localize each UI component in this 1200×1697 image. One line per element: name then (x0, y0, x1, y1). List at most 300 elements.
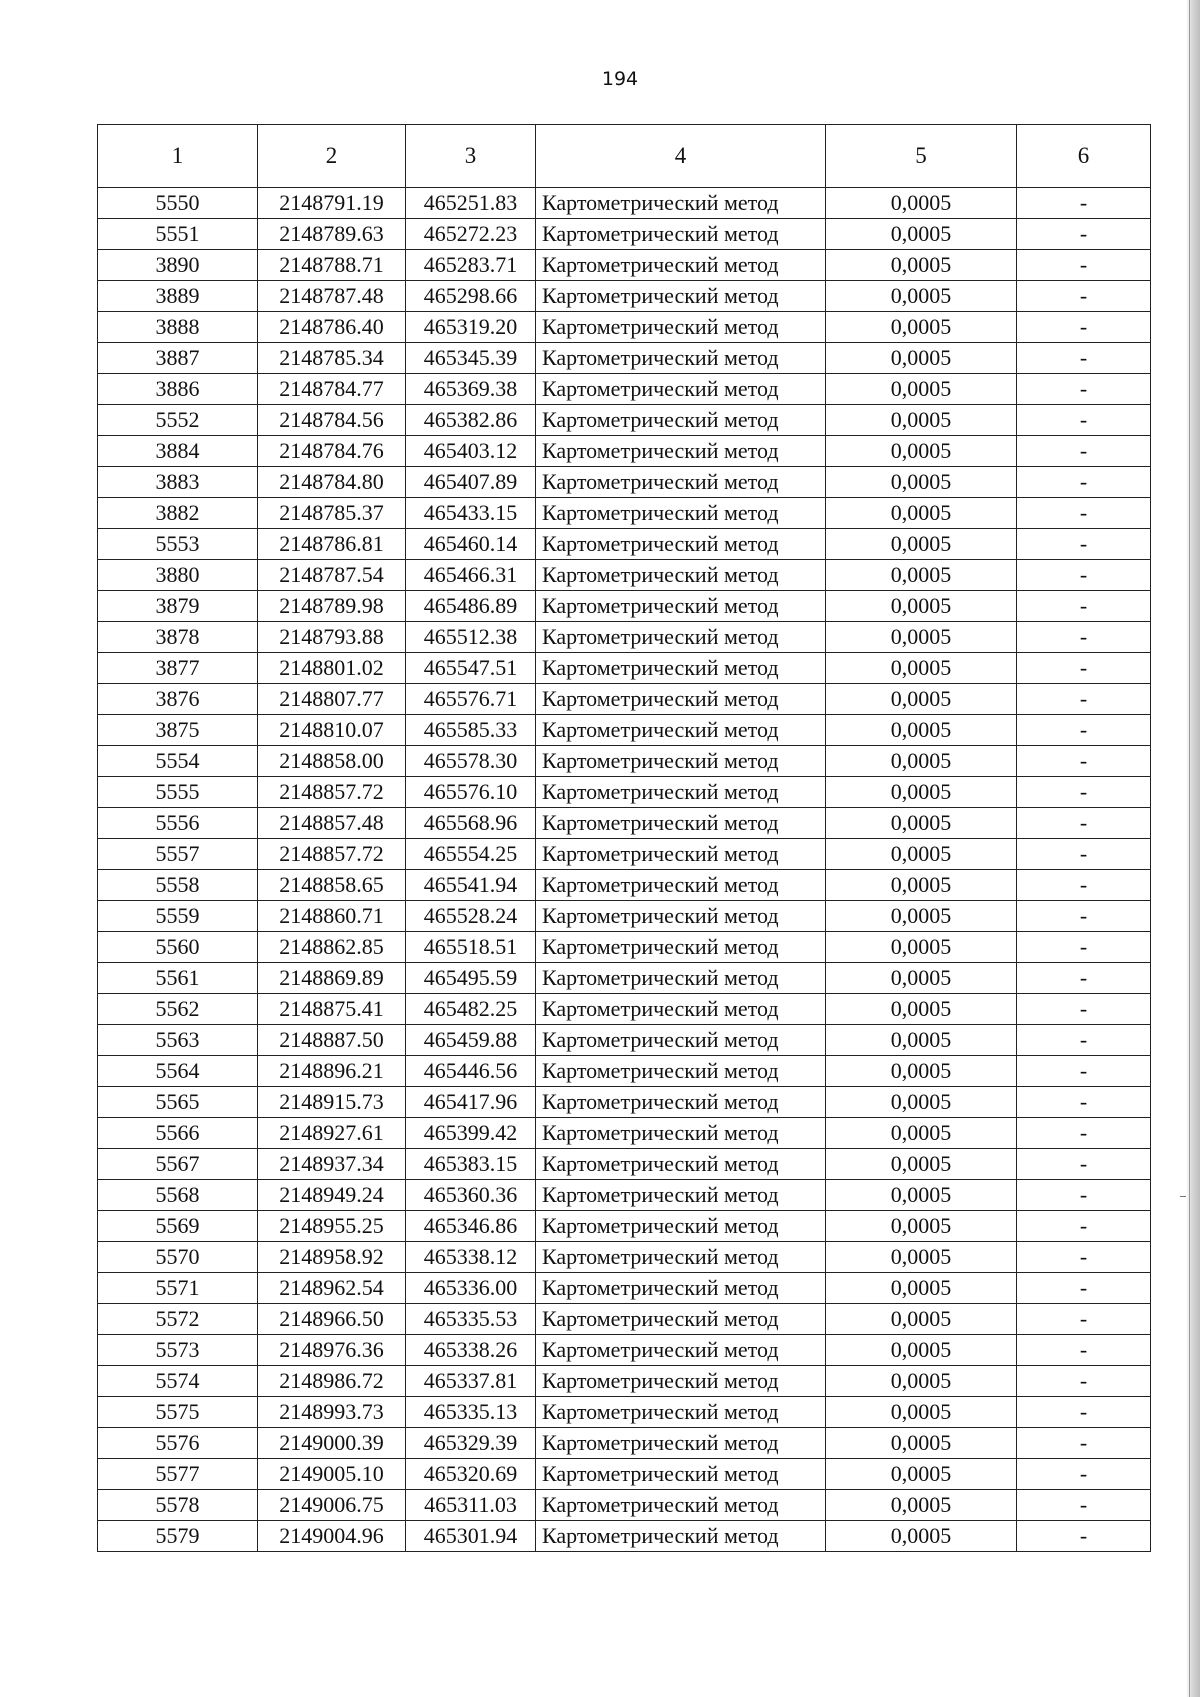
coordinate-x-cell: 2148810.07 (258, 715, 406, 746)
page-number: 194 (601, 68, 639, 90)
coordinate-x-cell: 2148949.24 (258, 1180, 406, 1211)
coordinate-x-cell: 2148937.34 (258, 1149, 406, 1180)
coordinate-y-cell: 465512.38 (406, 622, 536, 653)
point-number-cell: 5567 (98, 1149, 258, 1180)
point-number-cell: 5556 (98, 808, 258, 839)
column-header-5: 5 (826, 125, 1017, 188)
point-number-cell: 5571 (98, 1273, 258, 1304)
coordinate-y-cell: 465335.53 (406, 1304, 536, 1335)
method-cell: Картометрический метод (536, 622, 826, 653)
accuracy-cell: 0,0005 (826, 405, 1017, 436)
coordinate-y-cell: 465578.30 (406, 746, 536, 777)
point-number-cell: 3877 (98, 653, 258, 684)
note-cell: - (1017, 374, 1151, 405)
point-number-cell: 5572 (98, 1304, 258, 1335)
method-cell: Картометрический метод (536, 1366, 826, 1397)
note-cell: - (1017, 281, 1151, 312)
coordinate-x-cell: 2148785.34 (258, 343, 406, 374)
point-number-cell: 3888 (98, 312, 258, 343)
table-row (98, 436, 1151, 467)
table-row (98, 1211, 1151, 1242)
accuracy-cell: 0,0005 (826, 312, 1017, 343)
coordinate-y-cell: 465336.00 (406, 1273, 536, 1304)
method-cell: Картометрический метод (536, 1149, 826, 1180)
scan-edge-line (1189, 0, 1190, 1697)
table-row (98, 1459, 1151, 1490)
table-row (98, 188, 1151, 219)
table-row (98, 1273, 1151, 1304)
accuracy-cell: 0,0005 (826, 1304, 1017, 1335)
method-cell: Картометрический метод (536, 808, 826, 839)
coordinate-x-cell: 2149004.96 (258, 1521, 406, 1552)
coordinate-y-cell: 465251.83 (406, 188, 536, 219)
coordinate-x-cell: 2148786.40 (258, 312, 406, 343)
table-row (98, 1335, 1151, 1366)
note-cell: - (1017, 1025, 1151, 1056)
coordinate-x-cell: 2148857.48 (258, 808, 406, 839)
accuracy-cell: 0,0005 (826, 622, 1017, 653)
accuracy-cell: 0,0005 (826, 1087, 1017, 1118)
coordinate-y-cell: 465319.20 (406, 312, 536, 343)
note-cell: - (1017, 963, 1151, 994)
note-cell: - (1017, 250, 1151, 281)
note-cell: - (1017, 1087, 1151, 1118)
point-number-cell: 5575 (98, 1397, 258, 1428)
note-cell: - (1017, 839, 1151, 870)
method-cell: Картометрический метод (536, 529, 826, 560)
accuracy-cell: 0,0005 (826, 1366, 1017, 1397)
note-cell: - (1017, 777, 1151, 808)
accuracy-cell: 0,0005 (826, 901, 1017, 932)
coordinate-x-cell: 2148887.50 (258, 1025, 406, 1056)
coordinate-y-cell: 465459.88 (406, 1025, 536, 1056)
coordinate-y-cell: 465369.38 (406, 374, 536, 405)
accuracy-cell: 0,0005 (826, 870, 1017, 901)
accuracy-cell: 0,0005 (826, 343, 1017, 374)
column-header-2: 2 (258, 125, 406, 188)
table-row (98, 1118, 1151, 1149)
point-number-cell: 5578 (98, 1490, 258, 1521)
coordinate-y-cell: 465382.86 (406, 405, 536, 436)
note-cell: - (1017, 1304, 1151, 1335)
coordinate-x-cell: 2148807.77 (258, 684, 406, 715)
coordinate-y-cell: 465466.31 (406, 560, 536, 591)
method-cell: Картометрический метод (536, 374, 826, 405)
accuracy-cell: 0,0005 (826, 1459, 1017, 1490)
note-cell: - (1017, 746, 1151, 777)
accuracy-cell: 0,0005 (826, 1428, 1017, 1459)
coordinate-y-cell: 465298.66 (406, 281, 536, 312)
note-cell: - (1017, 1366, 1151, 1397)
point-number-cell: 5566 (98, 1118, 258, 1149)
method-cell: Картометрический метод (536, 1397, 826, 1428)
coordinate-x-cell: 2148966.50 (258, 1304, 406, 1335)
point-number-cell: 3882 (98, 498, 258, 529)
accuracy-cell: 0,0005 (826, 653, 1017, 684)
note-cell: - (1017, 1521, 1151, 1552)
point-number-cell: 5577 (98, 1459, 258, 1490)
coordinate-x-cell: 2148858.00 (258, 746, 406, 777)
accuracy-cell: 0,0005 (826, 250, 1017, 281)
note-cell: - (1017, 1273, 1151, 1304)
coordinate-y-cell: 465329.39 (406, 1428, 536, 1459)
column-header-6: 6 (1017, 125, 1151, 188)
table-row (98, 219, 1151, 250)
point-number-cell: 3878 (98, 622, 258, 653)
method-cell: Картометрический метод (536, 1211, 826, 1242)
coordinate-x-cell: 2148787.54 (258, 560, 406, 591)
point-number-cell: 3875 (98, 715, 258, 746)
method-cell: Картометрический метод (536, 1335, 826, 1366)
method-cell: Картометрический метод (536, 436, 826, 467)
coordinate-x-cell: 2148860.71 (258, 901, 406, 932)
point-number-cell: 5562 (98, 994, 258, 1025)
accuracy-cell: 0,0005 (826, 715, 1017, 746)
note-cell: - (1017, 715, 1151, 746)
column-header-3: 3 (406, 125, 536, 188)
accuracy-cell: 0,0005 (826, 560, 1017, 591)
note-cell: - (1017, 529, 1151, 560)
note-cell: - (1017, 219, 1151, 250)
coordinate-x-cell: 2148993.73 (258, 1397, 406, 1428)
table-row (98, 1180, 1151, 1211)
coordinate-y-cell: 465576.71 (406, 684, 536, 715)
coordinate-x-cell: 2148789.98 (258, 591, 406, 622)
accuracy-cell: 0,0005 (826, 994, 1017, 1025)
table-row (98, 1056, 1151, 1087)
coordinate-x-cell: 2148976.36 (258, 1335, 406, 1366)
coordinate-y-cell: 465460.14 (406, 529, 536, 560)
method-cell: Картометрический метод (536, 839, 826, 870)
table-row (98, 1490, 1151, 1521)
method-cell: Картометрический метод (536, 312, 826, 343)
method-cell: Картометрический метод (536, 1242, 826, 1273)
method-cell: Картометрический метод (536, 405, 826, 436)
table-row (98, 808, 1151, 839)
table-row (98, 684, 1151, 715)
point-number-cell: 5561 (98, 963, 258, 994)
table-row (98, 591, 1151, 622)
coordinate-y-cell: 465346.86 (406, 1211, 536, 1242)
table-row (98, 467, 1151, 498)
method-cell: Картометрический метод (536, 219, 826, 250)
coordinate-x-cell: 2148862.85 (258, 932, 406, 963)
method-cell: Картометрический метод (536, 498, 826, 529)
point-number-cell: 5554 (98, 746, 258, 777)
point-number-cell: 5557 (98, 839, 258, 870)
method-cell: Картометрический метод (536, 1087, 826, 1118)
table-row (98, 405, 1151, 436)
accuracy-cell: 0,0005 (826, 1490, 1017, 1521)
table-row (98, 901, 1151, 932)
table-row (98, 1087, 1151, 1118)
note-cell: - (1017, 1459, 1151, 1490)
coordinate-y-cell: 465541.94 (406, 870, 536, 901)
method-cell: Картометрический метод (536, 963, 826, 994)
accuracy-cell: 0,0005 (826, 808, 1017, 839)
method-cell: Картометрический метод (536, 1180, 826, 1211)
coordinate-x-cell: 2148784.56 (258, 405, 406, 436)
method-cell: Картометрический метод (536, 684, 826, 715)
note-cell: - (1017, 1397, 1151, 1428)
coordinate-y-cell: 465383.15 (406, 1149, 536, 1180)
coordinate-x-cell: 2148789.63 (258, 219, 406, 250)
table-row (98, 498, 1151, 529)
table-row (98, 1149, 1151, 1180)
method-cell: Картометрический метод (536, 746, 826, 777)
note-cell: - (1017, 1335, 1151, 1366)
note-cell: - (1017, 932, 1151, 963)
coordinates-table (97, 124, 1151, 1552)
note-cell: - (1017, 343, 1151, 374)
table-row (98, 374, 1151, 405)
method-cell: Картометрический метод (536, 188, 826, 219)
coordinate-y-cell: 465482.25 (406, 994, 536, 1025)
coordinate-x-cell: 2148793.88 (258, 622, 406, 653)
coordinate-x-cell: 2149006.75 (258, 1490, 406, 1521)
method-cell: Картометрический метод (536, 560, 826, 591)
point-number-cell: 5569 (98, 1211, 258, 1242)
point-number-cell: 5555 (98, 777, 258, 808)
coordinate-y-cell: 465337.81 (406, 1366, 536, 1397)
note-cell: - (1017, 622, 1151, 653)
coordinate-y-cell: 465335.13 (406, 1397, 536, 1428)
accuracy-cell: 0,0005 (826, 1397, 1017, 1428)
method-cell: Картометрический метод (536, 281, 826, 312)
accuracy-cell: 0,0005 (826, 839, 1017, 870)
accuracy-cell: 0,0005 (826, 1025, 1017, 1056)
accuracy-cell: 0,0005 (826, 684, 1017, 715)
table-row (98, 560, 1151, 591)
note-cell: - (1017, 901, 1151, 932)
point-number-cell: 5573 (98, 1335, 258, 1366)
table-row (98, 1397, 1151, 1428)
point-number-cell: 3879 (98, 591, 258, 622)
accuracy-cell: 0,0005 (826, 1056, 1017, 1087)
coordinate-x-cell: 2148958.92 (258, 1242, 406, 1273)
method-cell: Картометрический метод (536, 777, 826, 808)
coordinate-y-cell: 465547.51 (406, 653, 536, 684)
method-cell: Картометрический метод (536, 932, 826, 963)
coordinate-y-cell: 465360.36 (406, 1180, 536, 1211)
point-number-cell: 5574 (98, 1366, 258, 1397)
table-row (98, 1428, 1151, 1459)
point-number-cell: 5558 (98, 870, 258, 901)
accuracy-cell: 0,0005 (826, 219, 1017, 250)
coordinate-x-cell: 2148784.76 (258, 436, 406, 467)
point-number-cell: 3889 (98, 281, 258, 312)
coordinate-y-cell: 465403.12 (406, 436, 536, 467)
coordinate-y-cell: 465320.69 (406, 1459, 536, 1490)
column-header-1: 1 (98, 125, 258, 188)
point-number-cell: 3880 (98, 560, 258, 591)
note-cell: - (1017, 808, 1151, 839)
table-row (98, 870, 1151, 901)
method-cell: Картометрический метод (536, 715, 826, 746)
note-cell: - (1017, 684, 1151, 715)
note-cell: - (1017, 870, 1151, 901)
coordinate-x-cell: 2148857.72 (258, 777, 406, 808)
table-row (98, 250, 1151, 281)
method-cell: Картометрический метод (536, 1428, 826, 1459)
table-row (98, 994, 1151, 1025)
point-number-cell: 5576 (98, 1428, 258, 1459)
column-header-4: 4 (536, 125, 826, 188)
coordinate-y-cell: 465585.33 (406, 715, 536, 746)
point-number-cell: 5559 (98, 901, 258, 932)
coordinate-y-cell: 465338.12 (406, 1242, 536, 1273)
coordinate-x-cell: 2148896.21 (258, 1056, 406, 1087)
accuracy-cell: 0,0005 (826, 1180, 1017, 1211)
note-cell: - (1017, 1211, 1151, 1242)
table-row (98, 1304, 1151, 1335)
coordinate-y-cell: 465486.89 (406, 591, 536, 622)
accuracy-cell: 0,0005 (826, 1521, 1017, 1552)
coordinate-y-cell: 465345.39 (406, 343, 536, 374)
table-row (98, 839, 1151, 870)
point-number-cell: 5564 (98, 1056, 258, 1087)
coordinate-x-cell: 2148915.73 (258, 1087, 406, 1118)
accuracy-cell: 0,0005 (826, 1149, 1017, 1180)
method-cell: Картометрический метод (536, 1304, 826, 1335)
coordinate-y-cell: 465407.89 (406, 467, 536, 498)
note-cell: - (1017, 405, 1151, 436)
coordinate-y-cell: 465433.15 (406, 498, 536, 529)
accuracy-cell: 0,0005 (826, 374, 1017, 405)
point-number-cell: 5565 (98, 1087, 258, 1118)
accuracy-cell: 0,0005 (826, 1273, 1017, 1304)
coordinate-y-cell: 465272.23 (406, 219, 536, 250)
coordinate-x-cell: 2149005.10 (258, 1459, 406, 1490)
coordinate-y-cell: 465576.10 (406, 777, 536, 808)
method-cell: Картометрический метод (536, 901, 826, 932)
table-row (98, 715, 1151, 746)
point-number-cell: 3886 (98, 374, 258, 405)
coordinate-x-cell: 2148962.54 (258, 1273, 406, 1304)
coordinate-x-cell: 2148857.72 (258, 839, 406, 870)
coordinate-x-cell: 2148786.81 (258, 529, 406, 560)
accuracy-cell: 0,0005 (826, 1118, 1017, 1149)
point-number-cell: 5570 (98, 1242, 258, 1273)
note-cell: - (1017, 1180, 1151, 1211)
point-number-cell: 5550 (98, 188, 258, 219)
method-cell: Картометрический метод (536, 250, 826, 281)
note-cell: - (1017, 312, 1151, 343)
method-cell: Картометрический метод (536, 467, 826, 498)
note-cell: - (1017, 653, 1151, 684)
coordinate-y-cell: 465311.03 (406, 1490, 536, 1521)
table-row (98, 281, 1151, 312)
table-row (98, 746, 1151, 777)
accuracy-cell: 0,0005 (826, 188, 1017, 219)
table-row (98, 1242, 1151, 1273)
method-cell: Картометрический метод (536, 1025, 826, 1056)
coordinate-x-cell: 2148986.72 (258, 1366, 406, 1397)
note-cell: - (1017, 591, 1151, 622)
note-cell: - (1017, 1118, 1151, 1149)
table-row (98, 343, 1151, 374)
method-cell: Картометрический метод (536, 1490, 826, 1521)
accuracy-cell: 0,0005 (826, 1242, 1017, 1273)
point-number-cell: 5553 (98, 529, 258, 560)
table-header-row (98, 125, 1151, 188)
coordinate-x-cell: 2148955.25 (258, 1211, 406, 1242)
scan-edge-mark (1180, 1196, 1186, 1197)
point-number-cell: 3883 (98, 467, 258, 498)
point-number-cell: 3884 (98, 436, 258, 467)
coordinate-x-cell: 2148784.80 (258, 467, 406, 498)
method-cell: Картометрический метод (536, 591, 826, 622)
point-number-cell: 5552 (98, 405, 258, 436)
note-cell: - (1017, 994, 1151, 1025)
table-row (98, 1366, 1151, 1397)
table-row (98, 932, 1151, 963)
accuracy-cell: 0,0005 (826, 963, 1017, 994)
point-number-cell: 5579 (98, 1521, 258, 1552)
note-cell: - (1017, 1056, 1151, 1087)
coordinate-x-cell: 2148875.41 (258, 994, 406, 1025)
coordinate-y-cell: 465338.26 (406, 1335, 536, 1366)
coordinate-y-cell: 465301.94 (406, 1521, 536, 1552)
coordinate-x-cell: 2148927.61 (258, 1118, 406, 1149)
accuracy-cell: 0,0005 (826, 1211, 1017, 1242)
accuracy-cell: 0,0005 (826, 281, 1017, 312)
coordinate-x-cell: 2148791.19 (258, 188, 406, 219)
coordinate-y-cell: 465568.96 (406, 808, 536, 839)
note-cell: - (1017, 1490, 1151, 1521)
coordinate-y-cell: 465417.96 (406, 1087, 536, 1118)
method-cell: Картометрический метод (536, 1521, 826, 1552)
method-cell: Картометрический метод (536, 343, 826, 374)
method-cell: Картометрический метод (536, 1273, 826, 1304)
point-number-cell: 5568 (98, 1180, 258, 1211)
note-cell: - (1017, 188, 1151, 219)
method-cell: Картометрический метод (536, 1118, 826, 1149)
coordinate-x-cell: 2149000.39 (258, 1428, 406, 1459)
accuracy-cell: 0,0005 (826, 498, 1017, 529)
point-number-cell: 3890 (98, 250, 258, 281)
coordinate-x-cell: 2148801.02 (258, 653, 406, 684)
accuracy-cell: 0,0005 (826, 932, 1017, 963)
point-number-cell: 5563 (98, 1025, 258, 1056)
note-cell: - (1017, 436, 1151, 467)
coordinate-x-cell: 2148788.71 (258, 250, 406, 281)
table-row (98, 312, 1151, 343)
table-row (98, 777, 1151, 808)
point-number-cell: 3887 (98, 343, 258, 374)
method-cell: Картометрический метод (536, 1056, 826, 1087)
table-row (98, 963, 1151, 994)
table-row (98, 529, 1151, 560)
coordinate-y-cell: 465399.42 (406, 1118, 536, 1149)
coordinate-y-cell: 465495.59 (406, 963, 536, 994)
accuracy-cell: 0,0005 (826, 467, 1017, 498)
coordinate-x-cell: 2148869.89 (258, 963, 406, 994)
note-cell: - (1017, 1149, 1151, 1180)
coordinate-x-cell: 2148785.37 (258, 498, 406, 529)
coordinate-x-cell: 2148858.65 (258, 870, 406, 901)
coordinate-y-cell: 465554.25 (406, 839, 536, 870)
table-row (98, 653, 1151, 684)
accuracy-cell: 0,0005 (826, 777, 1017, 808)
accuracy-cell: 0,0005 (826, 591, 1017, 622)
accuracy-cell: 0,0005 (826, 436, 1017, 467)
table-row (98, 622, 1151, 653)
coordinate-y-cell: 465283.71 (406, 250, 536, 281)
table-body (98, 188, 1151, 1552)
table-row (98, 1025, 1151, 1056)
note-cell: - (1017, 1242, 1151, 1273)
